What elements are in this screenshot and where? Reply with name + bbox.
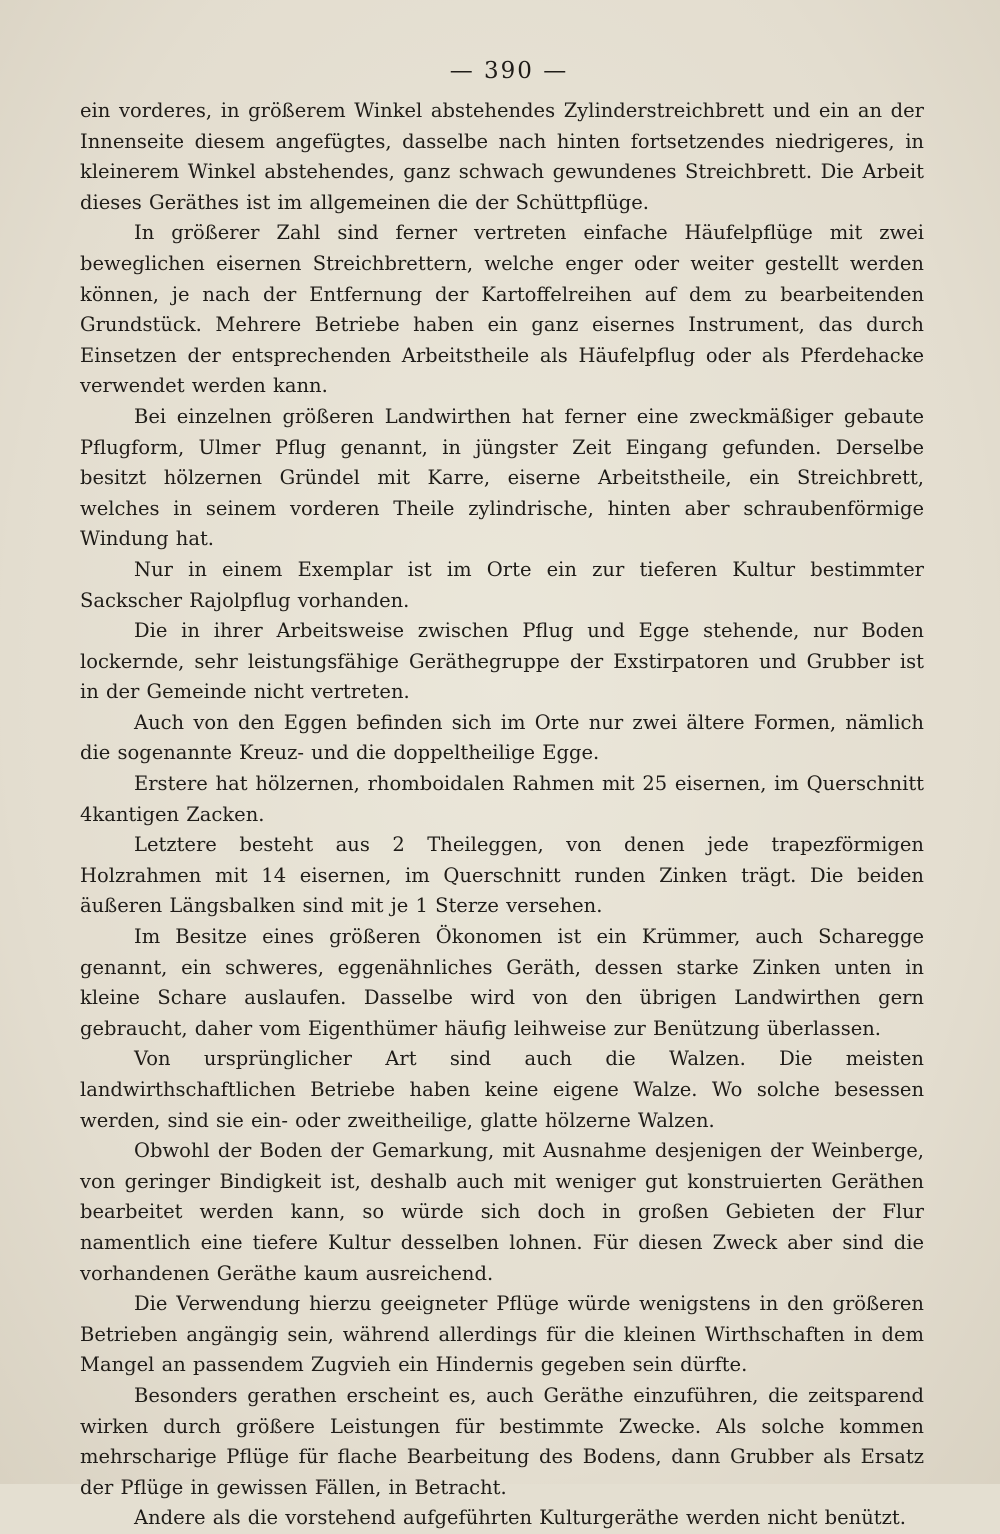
paragraph: Im Besitze eines größeren Ökonomen ist ein Krümmer, auch Scharegge genannt, ein schweres, eggenähnliches Geräth, dessen starke Zinken unten in kleine Schare auslaufen. Dasselbe wird von den übrigen Landwirthen gern gebraucht, daher vom Eigenthümer häufig leihweise zur Benützung überlassen.	[80, 925, 924, 1040]
paragraph: Auch von den Eggen befinden sich im Orte nur zwei ältere Formen, nämlich die sogenannte Kreuz- und die doppeltheilige Egge.	[80, 710, 924, 765]
paragraph: Erstere hat hölzernen, rhomboidalen Rahmen mit 25 eisernen, im Querschnitt 4kantigen Zacken.	[80, 772, 924, 826]
paragraph: Obwohl der Boden der Gemarkung, mit Ausnahme desjenigen der Weinberge, von geringer Bindigkeit ist, deshalb auch mit weniger gut konstruierten Geräthen bearbeitet werden kann, so würde sich doch in großen Gebieten der Flur namentlich eine tiefere Kultur desselben lohnen. Für diesen Zweck aber sind die vorhandenen Geräthe kaum ausreichend.	[80, 1139, 924, 1285]
paragraph: ein vorderes, in größerem Winkel abstehendes Zylinderstreichbrett und ein an der Innenseite diesem angefügtes, dasselbe nach hinten fortsetzendes niedrigeres, in kleinerem Winkel abstehendes, ganz schwach gewundenes Streichbrett. Die Arbeit dieses Geräthes ist im allgemeinen die der Schüttpflüge.	[80, 99, 924, 214]
paragraph: Die in ihrer Arbeitsweise zwischen Pflug und Egge stehende, nur Boden lockernde, sehr leistungsfähige Geräthegruppe der Exstirpatoren und Grubber ist in der Gemeinde nicht vertreten.	[80, 619, 924, 704]
paragraph: Letztere besteht aus 2 Theileggen, von denen jede trapezförmigen Holzrahmen mit 14 eisernen, im Querschnitt runden Zinken trägt. Die beiden äußeren Längsbalken sind mit je 1 Sterze versehen.	[80, 833, 924, 918]
paragraph: Bei einzelnen größeren Landwirthen hat ferner eine zweckmäßiger gebaute Pflugform, Ulmer Pflug genannt, in jüngster Zeit Eingang gefunden. Derselbe besitzt hölzernen Gründel mit Karre, eiserne Arbeitstheile, ein Streichbrett, welches in seinem vorderen Theile zylindrische, hinten aber schraubenförmige Windung hat.	[80, 404, 924, 551]
paragraph: Nur in einem Exemplar ist im Orte ein zur tieferen Kultur bestimmter Sackscher Rajolpflug vorhanden.	[80, 557, 924, 612]
paragraph: Von ursprünglicher Art sind auch die Walzen. Die meisten landwirthschaftlichen Betriebe haben keine eigene Walze. Wo solche besessen werden, sind sie ein- oder zweitheilige, glatte hölzerne Walzen.	[80, 1047, 924, 1132]
body-text	[80, 96, 924, 1534]
page-number: — 390 —	[449, 58, 569, 84]
paragraph: Die Verwendung hierzu geeigneter Pflüge würde wenigstens in den größeren Betrieben angängig sein, während allerdings für die kleinen Wirthschaften in dem Mangel an passendem Zugvieh ein Hindernis gegeben sein dürfte.	[80, 1292, 924, 1377]
paragraph: Andere als die vorstehend aufgeführten Kulturgeräthe werden nicht benützt.	[134, 1506, 906, 1530]
paragraph: In größerer Zahl sind ferner vertreten einfache Häufelpflüge mit zwei beweglichen eisernen Streichbrettern, welche enger oder weiter gestellt werden können, je nach der Entfernung der Kartoffelreihen auf dem zu bearbeitenden Grundstück. Mehrere Betriebe haben ein ganz eisernes Instrument, das durch Einsetzen der entsprechenden Arbeitstheile als Häufelpflug oder als Pferdehacke verwendet werden kann.	[80, 221, 924, 398]
paragraph: Besonders gerathen erscheint es, auch Geräthe einzuführen, die zeitsparend wirken durch größere Leistungen für bestimmte Zwecke. Als solche kommen mehrscharige Pflüge für flache Bearbeitung des Bodens, dann Grubber als Ersatz der Pflüge in gewissen Fällen, in Betracht.	[80, 1383, 924, 1499]
